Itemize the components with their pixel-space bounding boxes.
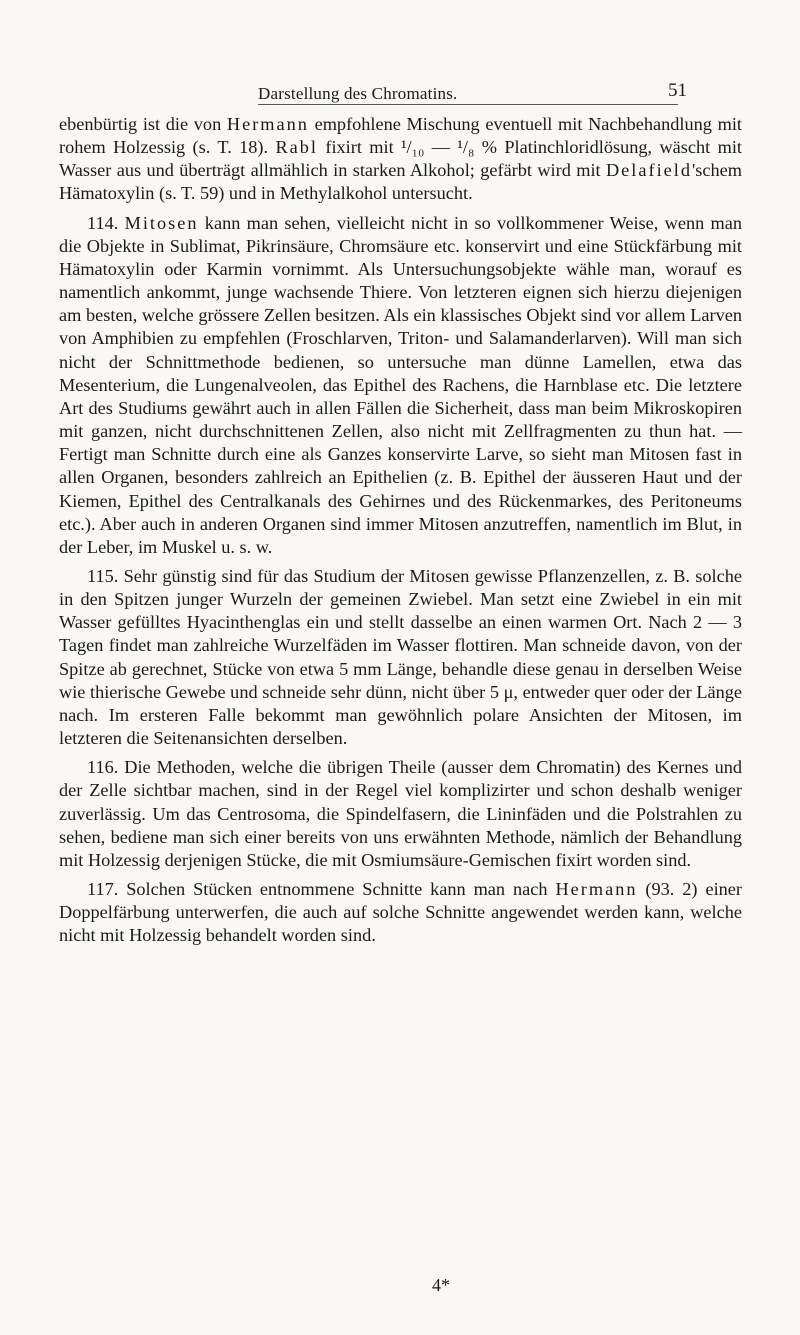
signature-mark: 4* [432, 1275, 450, 1295]
spaced-name: Rabl [275, 137, 318, 158]
paragraph-116 [59, 756, 742, 872]
text-run: fixirt mit ¹/₁₀ — ¹/₈ % Platinchloridlösung, wäscht mit Wasser aus und überträgt allmählich in starken Alkohol; gefärbt wird mit [59, 137, 742, 181]
text-run: 'schem Hämatoxylin (s. T. 59) und in Methylalkohol untersucht. [59, 160, 742, 204]
text-run: 116. Die Methoden, welche die übrigen Theile (ausser dem Chromatin) des Kernes und der Zelle sichtbar machen, sind in der Regel viel komplizirter und schon deshalb weniger zuverlässig. Um das Centrosoma, die Spindelfasern, die Lininfäden und die Polstrahlen zu sehen, bediene man sich einer bereits von uns erwähnten Methode, nämlich der Behandlung mit Holzessig derjenigen Stücke, die mit Osmiumsäure-Gemischen fixirt worden sind. [59, 757, 742, 870]
paragraph-114 [59, 212, 742, 559]
spaced-name: Mitosen [124, 212, 199, 233]
header-rule [258, 104, 678, 105]
text-run: (93. 2) einer Doppelfärbung unterwerfen, die auch auf solche Schnitte angewendet werden kann, welche nicht mit Holzessig behandelt worden sind. [59, 879, 742, 946]
spaced-name: Hermann [555, 879, 638, 899]
text-run: kann man sehen, vielleicht nicht in so vollkommener Weise, wenn man die Objekte in Sublimat, Pikrinsäure, Chromsäure etc. konservirt und eine Stückfärbung mit Hämatoxylin oder Karmin vornimmt. Als Untersuchungsobjekte wähle man, worauf es namentlich ankommt, junge wachsende Thiere. Von letzteren eignen sich hierzu diejenigen am besten, welche grössere Zellen besitzen. Als ein klassisches Objekt sind vor allem Larven von Amphibien zu empfehlen (Froschlarven, Triton- und Salamanderlarven). Will man sich nicht der Schnittmethode bedienen, so untersuche man dünne Lamellen, etwa das Mesenterium, die Lungenalveolen, das Epithel des Rachens, die Harnblase etc. Die letztere Art des Studiums gewährt auch in allen Fällen die Sicherheit, dass man beim Mikroskopiren mit ganzen, nicht durchschnittenen Zellen, also nicht mit Zellfragmenten zu thun hat. — Fertigt man Schnitte durch eine als Ganzes konservirte Larve, so sieht man Mitosen fast in allen Organen, besonders zahlreich an Epithelien (z. B. Epithel der äusseren Haut und der Kiemen, Epithel des Centralkanals des Gehirnes und des Rückenmarkes, des Peritoneums etc.). Aber auch in anderen Organen sind immer Mitosen anzutreffen, namentlich im Blut, in der Leber, im Muskel u. s. w. [59, 212, 742, 557]
text-run: 115. Sehr günstig sind für das Studium der Mitosen gewisse Pflanzenzellen, z. B. solche in den Spitzen junger Wurzeln der gemeinen Zwiebel. Man setzt eine Zwiebel in ein mit Wasser gefülltes Hyacinthenglas ein und stellt dasselbe an einen warmen Ort. Nach 2 — 3 Tagen findet man zahlreiche Wurzelfäden im Wasser flottiren. Man schneide davon, von der Spitze ab gerechnet, Stücke von etwa 5 mm Länge, behandle diese genau in derselben Weise wie thierische Gewebe und schneide sehr dünn, nicht über 5 μ, entweder quer oder der Länge nach. Im ersteren Falle bekommt man gewöhnlich polare Ansichten der Mitosen, im letzteren die Seitenansichten derselben. [59, 565, 742, 749]
paragraph-117 [59, 878, 742, 947]
text-run: 117. Solchen Stücken entnommene Schnitte kann man nach [87, 879, 556, 899]
text-run: 114. [87, 212, 125, 233]
spaced-name: Delafield [605, 160, 692, 181]
running-head: Darstellung des Chromatins. [258, 84, 458, 103]
text-run: ebenbürtig ist die von [59, 114, 227, 134]
text-run: empfohlene Mischung eventuell mit Nachbehandlung mit rohem Holzessig (s. T. 18). [59, 114, 742, 158]
paragraph-continuation [59, 113, 742, 206]
page-number: 51 [668, 80, 687, 101]
spaced-name: Hermann [226, 114, 309, 134]
body-text [59, 113, 742, 947]
paragraph-115 [59, 565, 742, 750]
